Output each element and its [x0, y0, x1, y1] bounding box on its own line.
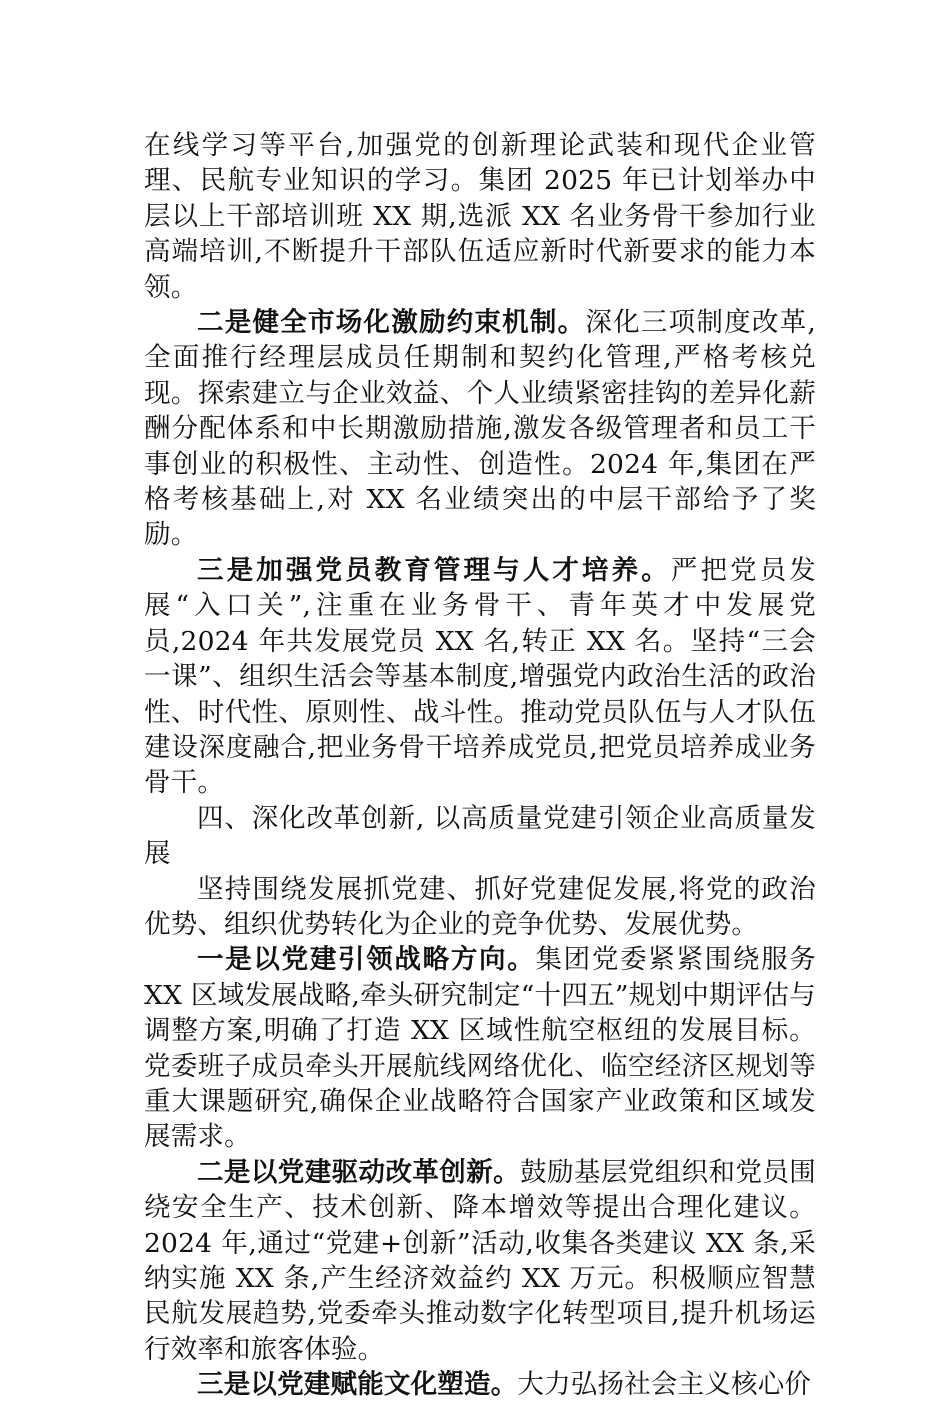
paragraph-text: 严把党员发展“入口关”,注重在业务骨干、青年英才中发展党员,2024 年共发展党员 XX 名,转正 XX 名。坚持“三会一课”、组织生活会等基本制度,增强党内政治生活的政治性、时代性、原则性、战斗性。推动党员队伍与人才队伍建设深度融合,把业务骨干培养成党员,把党员培养成业务骨干。: [144, 554, 817, 799]
paragraph-lead-heading: 三是加强党员教育管理与人才培养。: [197, 554, 671, 586]
paragraph-text: 集团党委紧紧围绕服务 XX 区域发展战略,牵头研究制定“十四五”规划中期评估与调整方案,明确了打造 XX 区域性航空枢纽的发展目标。党委班子成员牵头开展航线网络优化、临空经济区规划等重大课题研究,确保企业战略符合国家产业政策和区域发展需求。: [144, 944, 817, 1153]
section-heading: [144, 801, 816, 872]
document-body: [144, 128, 816, 1403]
paragraph-lead-heading: 一是以党建引领战略方向。: [197, 944, 536, 976]
paragraph-incentive-mechanism: [144, 305, 816, 553]
paragraph-text: 大力弘扬社会主义核心价: [517, 1369, 812, 1401]
paragraph-lead-heading: 二是以党建驱动改革创新。: [197, 1156, 521, 1188]
paragraph-lead-heading: 二是健全市场化激励约束机制。: [197, 307, 586, 339]
paragraph-party-member-education: [144, 553, 816, 801]
paragraph-continuation: [144, 128, 816, 305]
paragraph-lead-heading: 三是以党建赋能文化塑造。: [197, 1369, 518, 1401]
paragraph-section-intro: [144, 872, 816, 943]
paragraph-text: 在线学习等平台,加强党的创新理论武装和现代企业管理、民航专业知识的学习。集团 2025 年已计划举办中层以上干部培训班 XX 期,选派 XX 名业务骨干参加行业高端培训,不断提升干部队伍适应新时代新要求的能力本领。: [144, 130, 816, 303]
paragraph-text: 坚持围绕发展抓党建、抓好党建促发展,将党的政治优势、组织优势转化为企业的竞争优势、发展优势。: [144, 873, 816, 940]
paragraph-reform-innovation: [144, 1155, 816, 1367]
section-heading-text: 四、深化改革创新, 以高质量党建引领企业高质量发展: [144, 802, 816, 870]
paragraph-text: 深化三项制度改革,全面推行经理层成员任期制和契约化管理,严格考核兑现。探索建立与企业效益、个人业绩紧密挂钩的差异化薪酬分配体系和中长期激励措施,激发各级管理者和员工干事创业的积极性、主动性、创造性。2024 年,集团在严格考核基础上,对 XX 名业绩突出的中层干部给予了奖励。: [144, 307, 816, 551]
paragraph-culture-shaping: [144, 1367, 816, 1402]
paragraph-text: 鼓励基层党组织和党员围绕安全生产、技术创新、降本增效等提出合理化建议。2024 年,通过“党建+创新”活动,收集各类建议 XX 条,采纳实施 XX 条,产生经济效益约 XX 万元。积极顺应智慧民航发展趋势,党委牵头推动数字化转型项目,提升机场运行效率和旅客体验。: [144, 1156, 817, 1365]
paragraph-strategy-direction: [144, 942, 816, 1154]
